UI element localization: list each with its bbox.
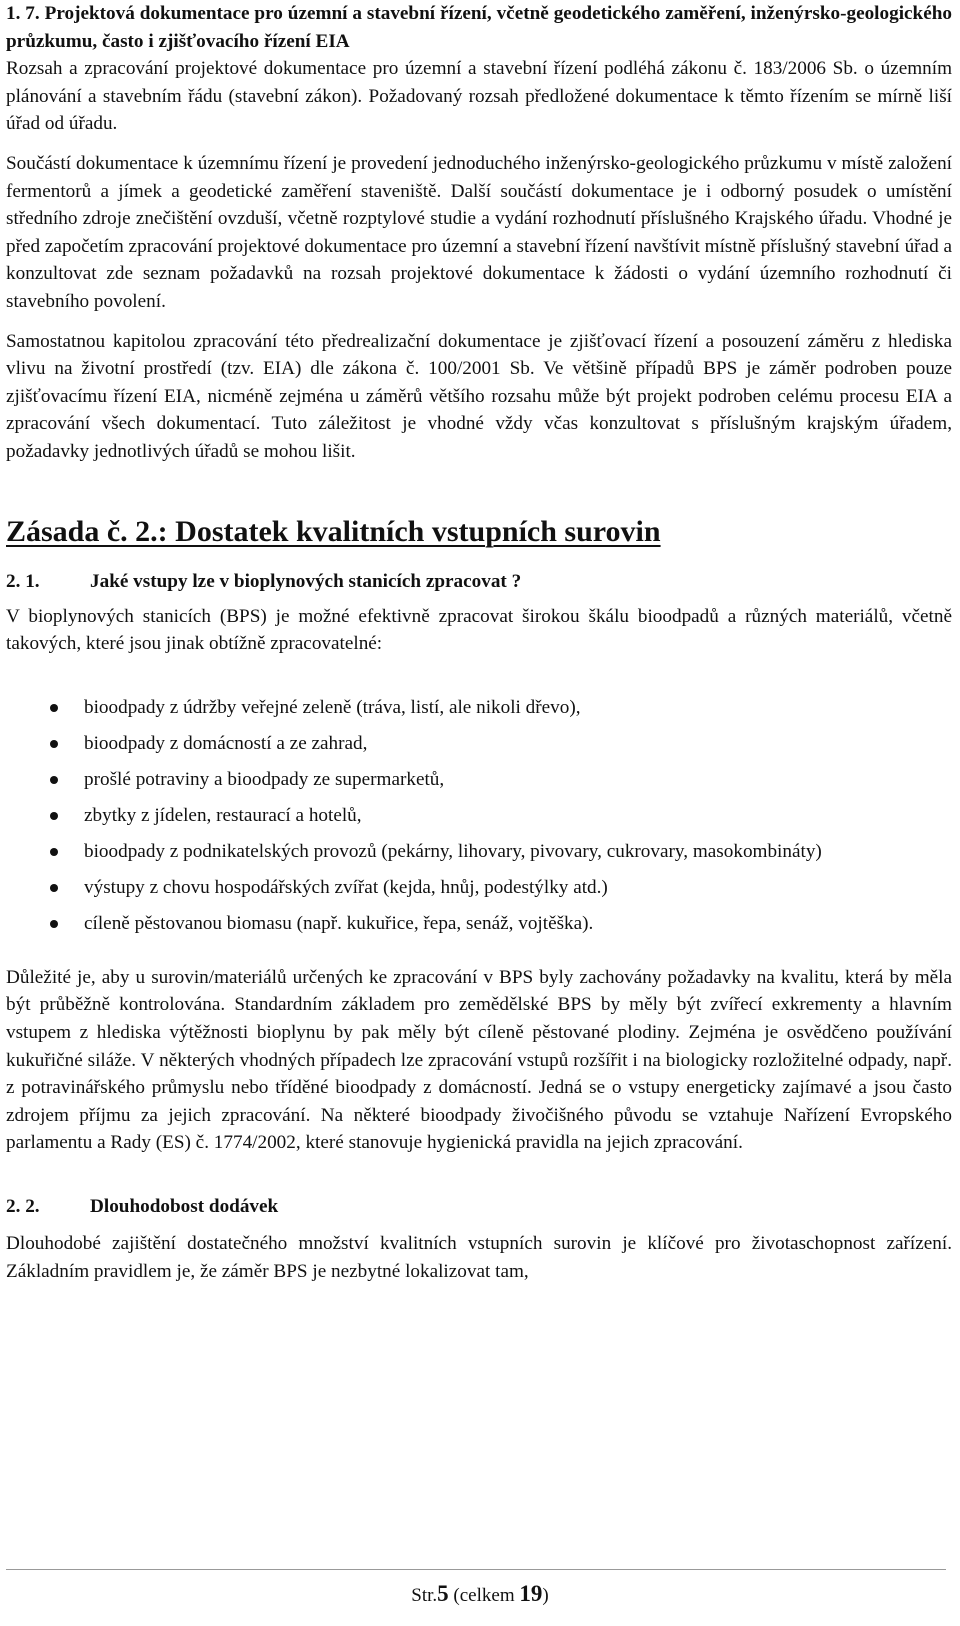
bullet-icon	[6, 910, 84, 938]
section-2-1-intro: V bioplynových stanicích (BPS) je možné efektivně zpracovat širokou škálu bioodpadů a různých materiálů, včetně takových, které jsou jinak obtížně zpracovatelné:	[6, 605, 952, 655]
list-item-text: výstupy z chovu hospodářských zvířat (kejda, hnůj, podestýlky atd.)	[84, 877, 608, 899]
list-item-text: bioodpady z domácností a ze zahrad,	[84, 732, 368, 754]
list-item-text: cíleně pěstovanou biomasu (např. kukuřice, řepa, senáž, vojtěška).	[84, 913, 594, 935]
footer-suffix: )	[542, 1585, 549, 1606]
section-2-1-paragraph: Důležité je, aby u surovin/materiálů určených ke zpracování v BPS byly zachovány požadavky na kvalitu, která by měla být průběžně kontrolována. Standardním základem pro zemědělské BPS by měly být zvířecí exkrementy a hlavním vstupem z hlediska výtěžnosti bioplynu by pak měly být cíleně pěstované plodiny. Zejména je osvědčeno používání kukuřičné siláže. V některých vhodných případech lze zpracování vstupů rozšířit i na biologicky rozložitelné odpady, např. z potravinářského průmyslu nebo tříděné bioodpady z domácností. Jedná se o vstupy energeticky zajímavé a jsou často zdrojem příjmu za jejich zpracování. Na některé bioodpady živočišného původu se vztahuje Nařízení Evropského parlamentu a Rady (ES) č. 1774/2002, které stanovuje hygienická pravidla na jejich zpracování.	[6, 966, 952, 1154]
bullet-icon	[6, 874, 84, 902]
section-1-7-heading: 1. 7. Projektová dokumentace pro územní a stavební řízení, včetně geodetického zaměření, inženýrsko-geologického průzkumu, často i zjišťovacího řízení EIA	[6, 3, 952, 52]
list-item-text: zbytky z jídelen, restaurací a hotelů,	[84, 804, 362, 826]
bullet-icon	[6, 766, 84, 794]
total-pages: 19	[519, 1581, 543, 1606]
section-2-1-number: 2. 1.	[6, 570, 40, 592]
list-item	[6, 694, 952, 722]
document-page	[6, 0, 952, 1285]
section-2-2-paragraph-1: Dlouhodobé zajištění dostatečného množství kvalitních vstupních surovin je klíčové pro životaschopnost zařízení. Základním pravidlem je, že záměr BPS je nezbytné lokalizovat tam,	[6, 1233, 952, 1282]
section-2-1-heading	[6, 568, 952, 595]
section-1-7-paragraph-1: Rozsah a zpracování projektové dokumentace pro územní a stavební řízení podléhá zákonu č. 183/2006 Sb. o územním plánování a stavebním řádu (stavební zákon). Požadovaný rozsah předložené dokumentace k těmto řízením se mírně liší úřad od úřadu.	[6, 58, 952, 135]
inputs-bullet-list	[6, 694, 952, 938]
footer-divider	[6, 1569, 946, 1570]
list-item	[6, 802, 952, 830]
footer-prefix: Str.	[411, 1585, 438, 1606]
section-2-2-number: 2. 2.	[6, 1196, 40, 1217]
page-number: 5	[437, 1581, 449, 1606]
principle-2-title: Zásada č. 2.: Dostatek kvalitních vstupních surovin	[6, 514, 661, 548]
footer-middle: (celkem	[448, 1585, 520, 1606]
list-item	[6, 874, 952, 902]
section-2-2-title: Dlouhodobost dodávek	[90, 1196, 279, 1217]
list-item-text: bioodpady z údržby veřejné zeleně (tráva, listí, ale nikoli dřevo),	[84, 696, 581, 718]
section-2-2-heading	[6, 1193, 952, 1220]
section-1-7-paragraph-3: Samostatnou kapitolou zpracování této předrealizační dokumentace je zjišťovací řízení a posouzení záměru z hlediska vlivu na životní prostředí (tzv. EIA) dle zákona č. 100/2001 Sb. Ve většině případů BPS je záměr podroben pouze zjišťovacímu řízení EIA, nicméně zejména u záměrů většího rozsahu může být projekt podroben celému procesu EIA a zpracování všech dokumentací. Tuto záležitost je vhodné vždy včas konzultovat s příslušným krajským úřadem, požadavky jednotlivých úřadů se mohou lišit.	[6, 330, 952, 462]
page-footer	[0, 1581, 960, 1607]
bullet-icon	[6, 694, 84, 722]
list-item-text: bioodpady z podnikatelských provozů (pekárny, lihovary, pivovary, cukrovary, masokombináty)	[84, 841, 822, 863]
bullet-icon	[6, 730, 84, 758]
list-item-text: prošlé potraviny a bioodpady ze supermarketů,	[84, 768, 445, 790]
list-item	[6, 910, 952, 938]
list-item	[6, 766, 952, 794]
list-item	[6, 730, 952, 758]
list-item	[6, 838, 952, 866]
section-1-7-paragraph-2: Součástí dokumentace k územnímu řízení je provedení jednoduchého inženýrsko-geologického průzkumu v místě založení fermentorů a jímek a geodetické zaměření staveniště. Další součástí dokumentace je i odborný posudek o umístění středního zdroje znečištění ovzduší, včetně rozptylové studie a vydání rozhodnutí příslušného Krajského úřadu. Vhodné je před započetím zpracování projektové dokumentace pro územní a stavební řízení navštívit místně příslušný stavební úřad a konzultovat zde seznam požadavků na rozsah projektové dokumentace k žádosti o vydání územního rozhodnutí či stavebního povolení.	[6, 152, 952, 312]
section-2-1-title: Jaké vstupy lze v bioplynových stanicích zpracovat ?	[90, 570, 522, 592]
bullet-icon	[6, 838, 84, 866]
bullet-icon	[6, 802, 84, 830]
